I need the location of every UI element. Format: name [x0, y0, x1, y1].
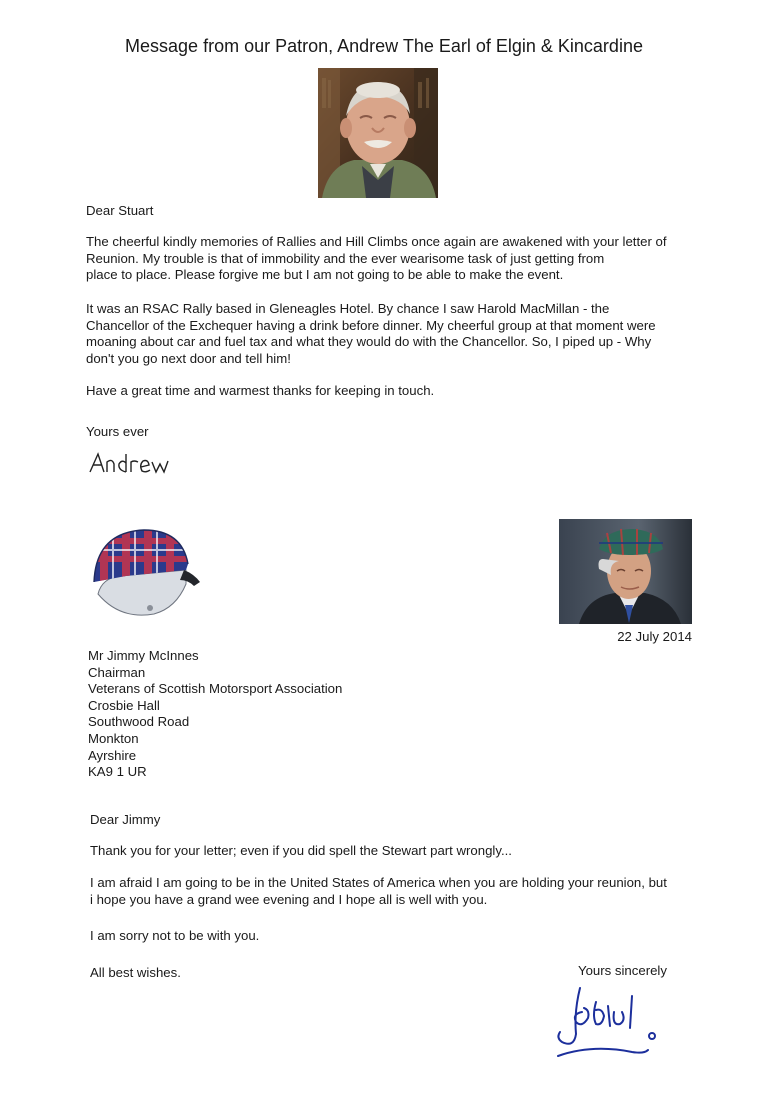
paragraph-line: place to place. Please forgive me but I am not going to be able to make the event. — [86, 267, 564, 283]
recipient-address — [88, 648, 342, 781]
address-line: Crosbie Hall — [88, 697, 160, 713]
paragraph-line: Chancellor of the Exchequer having a drink before dinner. My cheerful group at that moment were — [86, 317, 656, 333]
address-line: Ayrshire — [88, 747, 137, 763]
letter2-paragraph-4: All best wishes. — [90, 965, 181, 980]
address-line: Veterans of Scottish Motorsport Association — [88, 681, 343, 697]
letter2-paragraph-1: Thank you for your letter; even if you did spell the Stewart part wrongly... — [90, 843, 512, 858]
address-line: KA9 1 UR — [88, 764, 147, 780]
andrew-signature — [88, 448, 178, 478]
letter1-paragraph-2 — [86, 301, 696, 367]
tartan-cap-portrait-photo — [559, 519, 692, 624]
letter2-paragraph-2 — [90, 875, 700, 908]
letter-date: 22 July 2014 — [617, 629, 692, 644]
address-line: Mr Jimmy McInnes — [88, 648, 199, 663]
letter1-salutation: Dear Stuart — [86, 203, 154, 218]
paragraph-line: Reunion. My trouble is that of immobility and the ever wearisome task of just getting from — [86, 250, 605, 266]
address-line: Southwood Road — [88, 714, 190, 730]
tartan-helmet-logo — [90, 524, 208, 620]
letter1-closing: Yours ever — [86, 424, 149, 439]
jackie-signature — [552, 982, 662, 1070]
paragraph-line: The cheerful kindly memories of Rallies and Hill Climbs once again are awakened with your letter of — [86, 234, 667, 249]
page-title: Message from our Patron, Andrew The Earl of Elgin & Kincardine — [125, 36, 643, 56]
address-line: Monkton — [88, 730, 139, 746]
paragraph-line: It was an RSAC Rally based in Gleneagles Hotel. By chance I saw Harold MacMillan - the — [86, 301, 610, 316]
letter1-paragraph-1 — [86, 234, 696, 284]
letter2-paragraph-3: I am sorry not to be with you. — [90, 928, 260, 943]
letter2-salutation: Dear Jimmy — [90, 812, 161, 827]
paragraph-line: I am afraid I am going to be in the United States of America when you are holding your reunion, but — [90, 875, 667, 890]
paragraph-line: i hope you have a grand wee evening and I hope all is well with you. — [90, 891, 488, 907]
letter1-paragraph-3: Have a great time and warmest thanks for keeping in touch. — [86, 383, 435, 398]
earl-portrait-photo — [318, 68, 438, 198]
address-line: Chairman — [88, 664, 146, 680]
letter2-closing: Yours sincerely — [578, 963, 667, 978]
paragraph-line: don't you go next door and tell him! — [86, 350, 291, 366]
paragraph-line: moaning about car and fuel tax and what they would do with the Chancellor. So, I piped up - Why — [86, 334, 652, 350]
